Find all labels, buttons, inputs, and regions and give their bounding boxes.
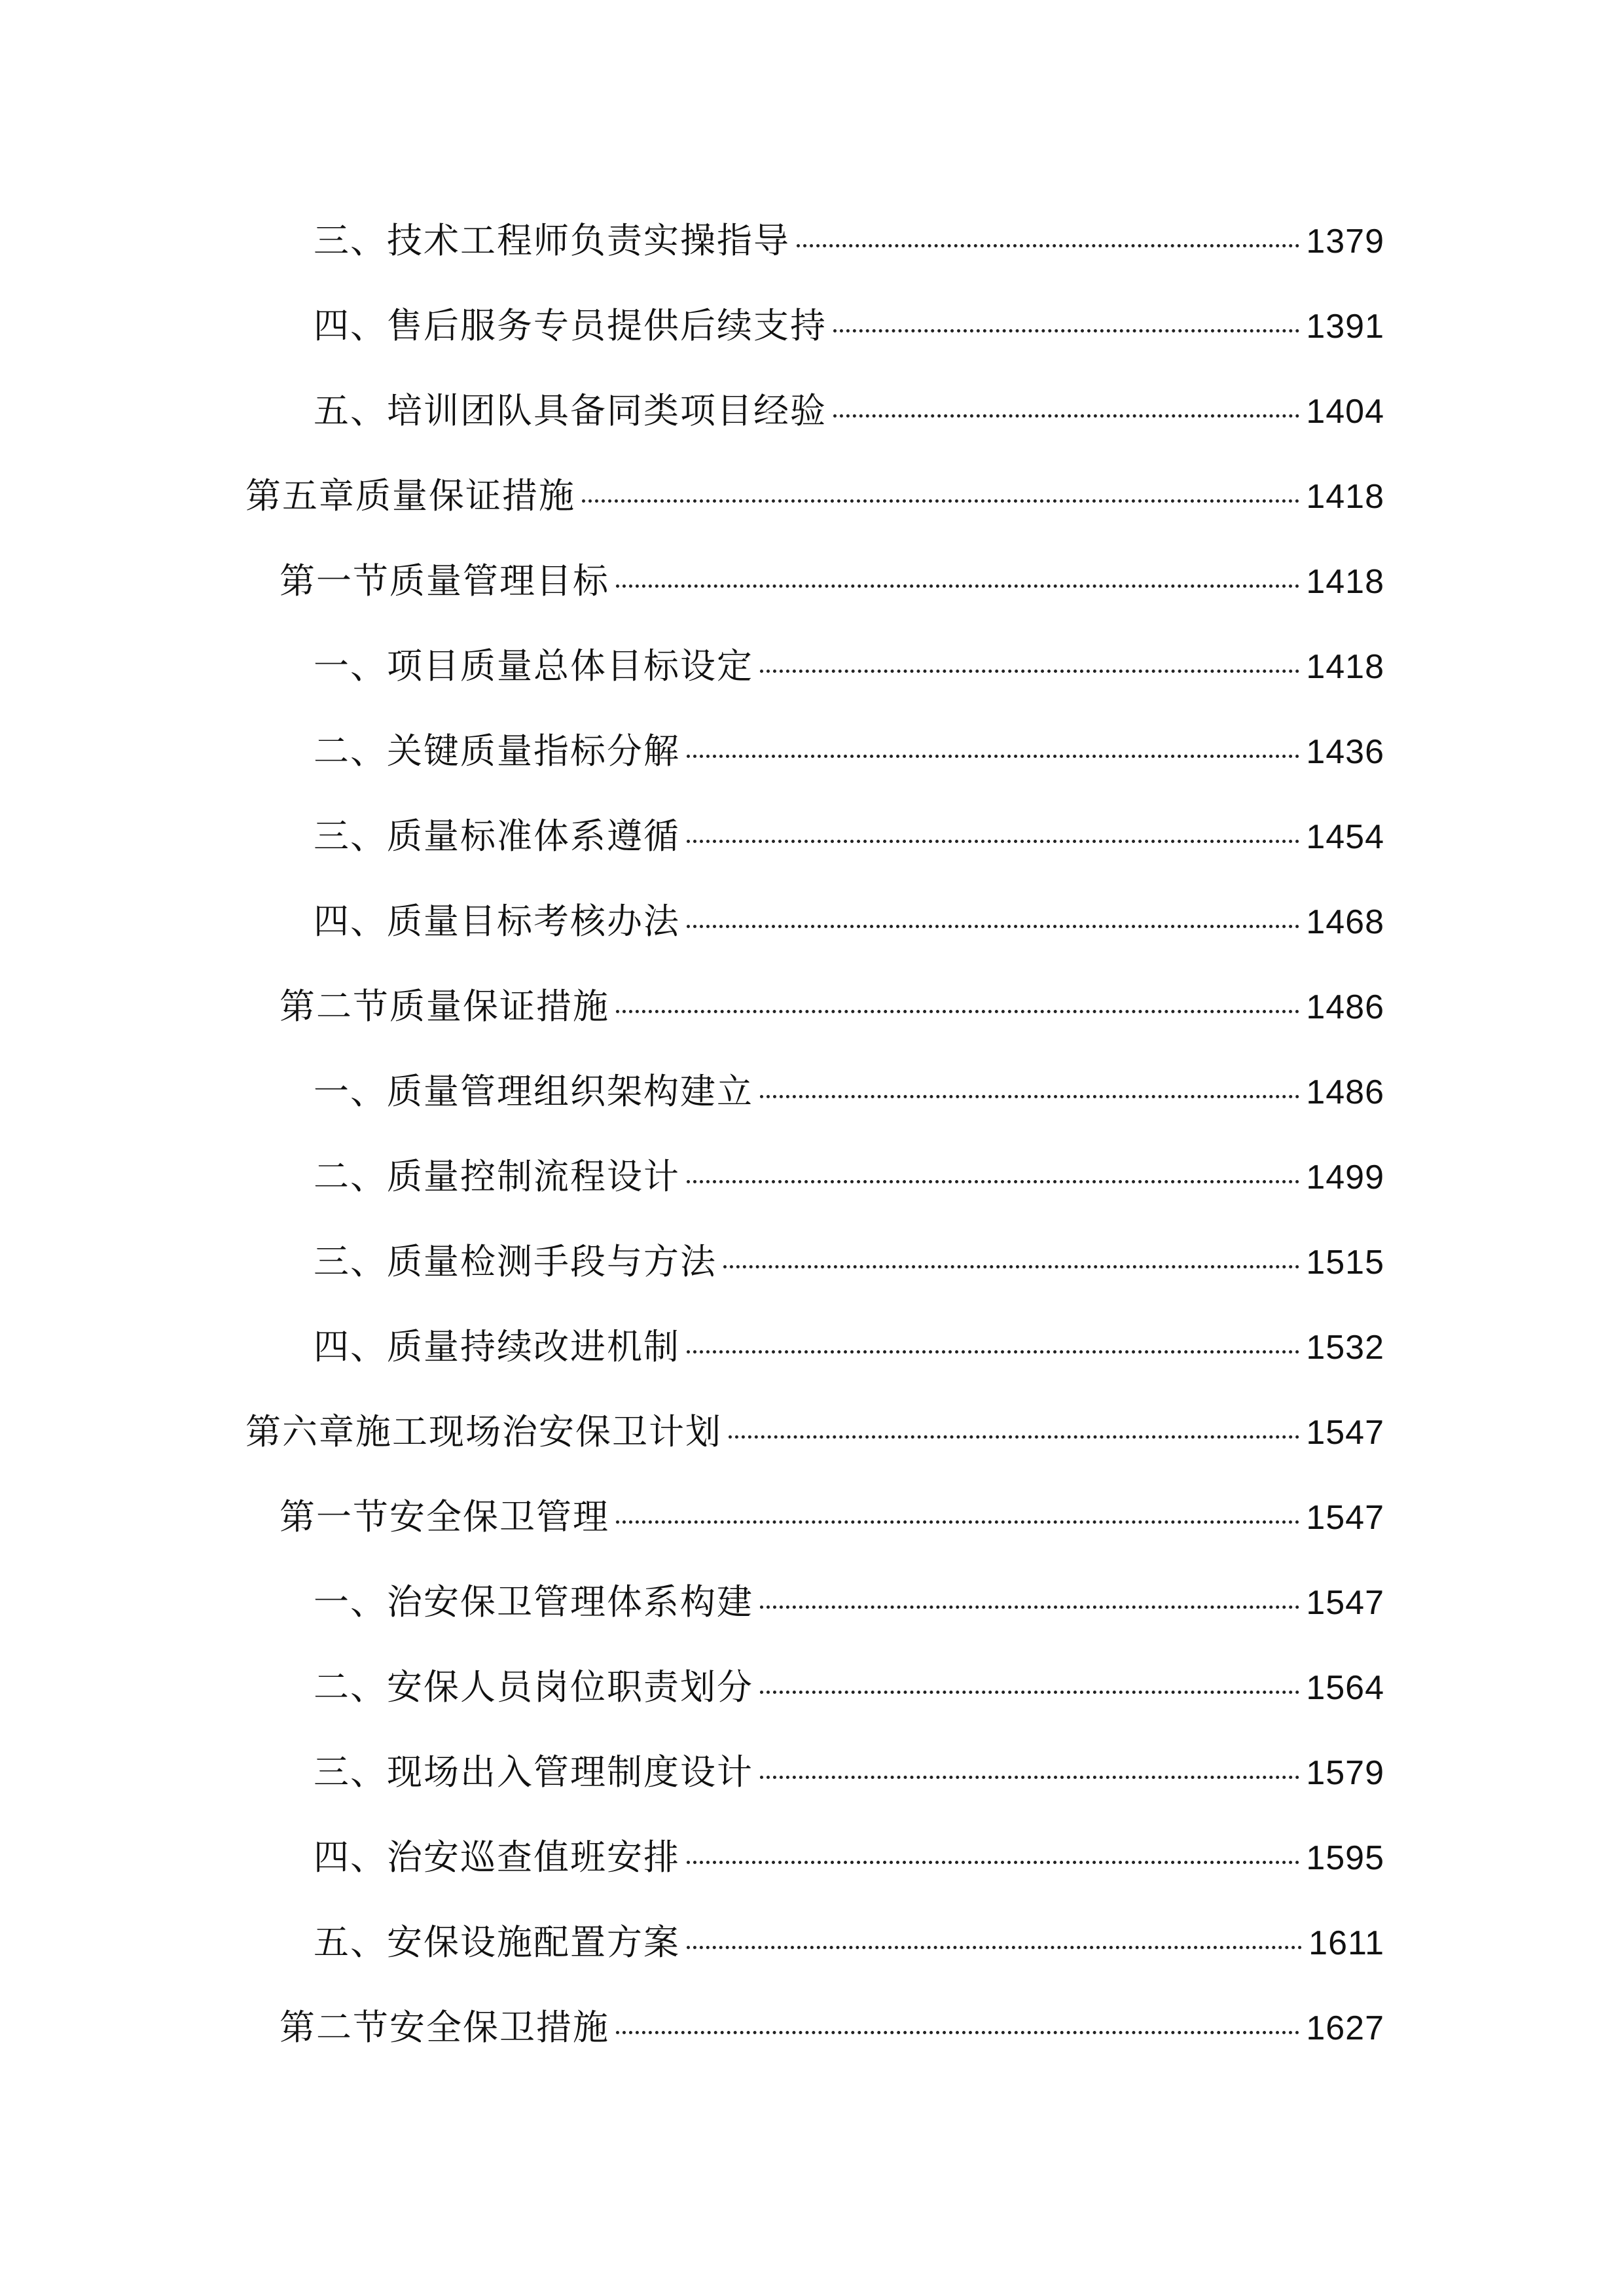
- toc-entry-title: 第一节质量管理目标: [280, 560, 609, 601]
- toc-dot-leader: [687, 1946, 1302, 1949]
- toc-entry-page-number: 1454: [1306, 818, 1384, 856]
- toc-entry-page-number: 1499: [1306, 1158, 1384, 1196]
- toc-entry-page-number: 1404: [1306, 393, 1384, 431]
- toc-entry-title: 三、质量检测手段与方法: [314, 1241, 717, 1282]
- toc-entry-title: 三、质量标准体系遵循: [314, 816, 680, 857]
- toc-entry[interactable]: [245, 298, 1384, 383]
- toc-dot-leader: [616, 1010, 1299, 1013]
- toc-entry-page-number: 1547: [1306, 1584, 1384, 1622]
- toc-entry-page-number: 1418: [1306, 648, 1384, 686]
- toc-entry[interactable]: [245, 1574, 1384, 1659]
- toc-entry-title: 四、治安巡查值班安排: [314, 1837, 680, 1878]
- toc-dot-leader: [616, 2031, 1299, 2034]
- toc-entry[interactable]: [245, 1829, 1384, 1914]
- toc-entry-title: 二、质量控制流程设计: [314, 1156, 680, 1197]
- toc-entry[interactable]: [245, 553, 1384, 638]
- toc-dot-leader: [760, 1691, 1299, 1694]
- toc-entry-page-number: 1436: [1306, 733, 1384, 771]
- toc-dot-leader: [760, 1095, 1299, 1098]
- toc-entry[interactable]: [245, 383, 1384, 468]
- toc-entry-page-number: 1486: [1306, 1073, 1384, 1111]
- toc-entry-page-number: 1515: [1306, 1244, 1384, 1282]
- toc-entry-title: 四、质量持续改进机制: [314, 1326, 680, 1367]
- toc-entry-title: 第二节安全保卫措施: [280, 2007, 609, 2048]
- toc-entry-page-number: 1486: [1306, 988, 1384, 1026]
- toc-entry[interactable]: [245, 893, 1384, 978]
- toc-entry-title: 四、售后服务专员提供后续支持: [314, 305, 827, 346]
- toc-entry-title: 三、现场出入管理制度设计: [314, 1751, 753, 1793]
- toc-dot-leader: [687, 1861, 1299, 1864]
- toc-entry-title: 五、安保设施配置方案: [314, 1922, 680, 1963]
- toc-entry-title: 一、项目质量总体目标设定: [314, 645, 753, 687]
- toc-dot-leader: [760, 1776, 1299, 1779]
- toc-entry-page-number: 1532: [1306, 1329, 1384, 1367]
- toc-entry[interactable]: [245, 2000, 1384, 2085]
- toc-dot-leader: [833, 329, 1299, 332]
- toc-entry-page-number: 1627: [1306, 2009, 1384, 2047]
- toc-entry-page-number: 1611: [1308, 1924, 1384, 1962]
- toc-entry-title: 第一节安全保卫管理: [280, 1496, 609, 1537]
- toc-entry-page-number: 1468: [1306, 903, 1384, 941]
- toc-dot-leader: [687, 925, 1299, 928]
- toc-entry-title: 五、培训团队具备同类项目经验: [314, 390, 827, 431]
- toc-dot-leader: [729, 1435, 1299, 1439]
- toc-entry[interactable]: [245, 1404, 1384, 1489]
- toc-entry[interactable]: [245, 1234, 1384, 1319]
- toc-entry-title: 第六章施工现场治安保卫计划: [245, 1411, 722, 1452]
- toc-dot-leader: [582, 499, 1299, 503]
- toc-entry-page-number: 1379: [1306, 223, 1384, 260]
- toc-entry-title: 二、关键质量指标分解: [314, 730, 680, 772]
- toc-entry[interactable]: [245, 1064, 1384, 1149]
- toc-dot-leader: [687, 840, 1299, 843]
- toc-entry-page-number: 1579: [1306, 1754, 1384, 1792]
- toc-entry[interactable]: [245, 213, 1384, 298]
- toc-entry[interactable]: [245, 1319, 1384, 1404]
- toc-entry-page-number: 1595: [1306, 1839, 1384, 1877]
- toc-entry-title: 第五章质量保证措施: [245, 475, 575, 516]
- toc-entry[interactable]: [245, 1914, 1384, 2000]
- toc-dot-leader: [797, 244, 1299, 247]
- toc-entry[interactable]: [245, 468, 1384, 553]
- toc-entry-title: 一、治安保卫管理体系构建: [314, 1581, 753, 1623]
- toc-entry[interactable]: [245, 808, 1384, 893]
- toc-entry[interactable]: [245, 638, 1384, 723]
- toc-entry-page-number: 1547: [1306, 1499, 1384, 1537]
- toc-entry-title: 二、安保人员岗位职责划分: [314, 1666, 753, 1708]
- toc-entry-title: 三、技术工程师负责实操指导: [314, 220, 790, 261]
- table-of-contents: [245, 213, 1384, 2085]
- toc-entry[interactable]: [245, 1149, 1384, 1234]
- toc-entry-title: 四、质量目标考核办法: [314, 901, 680, 942]
- toc-entry-page-number: 1564: [1306, 1669, 1384, 1707]
- toc-dot-leader: [687, 1180, 1299, 1183]
- toc-entry-page-number: 1391: [1306, 308, 1384, 346]
- toc-entry-page-number: 1418: [1306, 478, 1384, 516]
- toc-dot-leader: [760, 1605, 1299, 1609]
- toc-dot-leader: [616, 584, 1299, 588]
- toc-entry-title: 第二节质量保证措施: [280, 986, 609, 1027]
- toc-entry[interactable]: [245, 1659, 1384, 1744]
- toc-dot-leader: [723, 1265, 1299, 1268]
- toc-entry-page-number: 1547: [1306, 1414, 1384, 1452]
- toc-entry[interactable]: [245, 1744, 1384, 1829]
- toc-dot-leader: [687, 755, 1299, 758]
- toc-dot-leader: [687, 1350, 1299, 1354]
- toc-entry-page-number: 1418: [1306, 563, 1384, 601]
- toc-dot-leader: [616, 1520, 1299, 1524]
- toc-entry[interactable]: [245, 978, 1384, 1064]
- toc-entry[interactable]: [245, 1489, 1384, 1574]
- toc-dot-leader: [760, 670, 1299, 673]
- toc-dot-leader: [833, 414, 1299, 418]
- toc-entry[interactable]: [245, 723, 1384, 808]
- toc-entry-title: 一、质量管理组织架构建立: [314, 1071, 753, 1112]
